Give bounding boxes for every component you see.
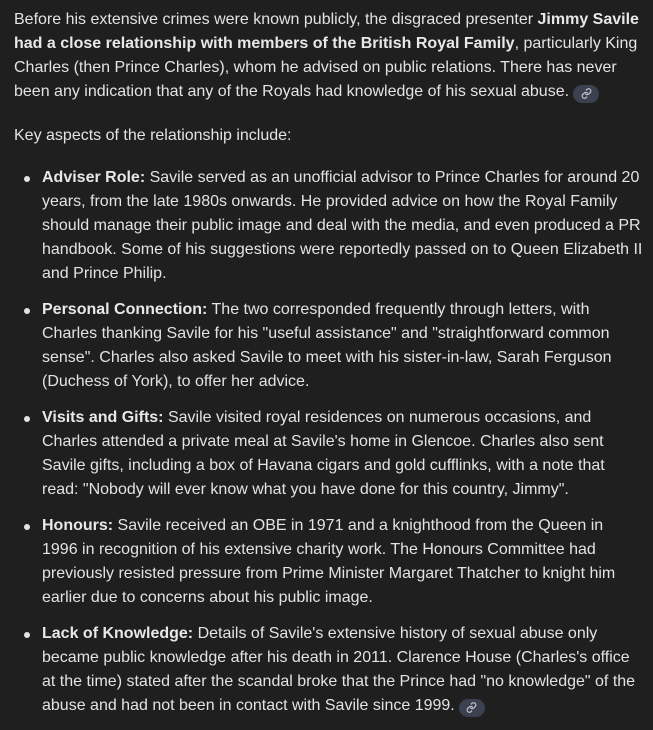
list-item-lack-of-knowledge (42, 622, 643, 718)
list-item-personal-connection (42, 298, 643, 394)
item-title: Lack of Knowledge: (42, 625, 194, 642)
key-aspects-heading: Key aspects of the relationship include: (14, 127, 292, 144)
item-text: Savile visited royal residences on numerous occasions, and Charles attended a private meal at Savile's home in Glencoe. Charles also sent Savile gifts, including a box of Havana cigars and gold cufflinks, with a note that read: "Nobody will ever know what you have done for this country, Jimmy". (42, 409, 605, 498)
list-item-honours (42, 514, 643, 610)
item-text: The two corresponded frequently through letters, with Charles thanking Savile for his "useful assistance" and "straightforward common sense". Charles also asked Savile to meet with his sister-in-law, Sarah Ferguson (Duchess of York), to offer her advice. (42, 301, 612, 390)
list-item-visits-and-gifts (42, 406, 643, 502)
link-icon (466, 702, 477, 713)
aspects-list (14, 166, 643, 718)
item-title: Visits and Gifts: (42, 409, 164, 426)
list-item-adviser-role (42, 166, 643, 286)
item-title: Honours: (42, 517, 114, 534)
intro-paragraph (14, 8, 643, 104)
source-link-chip[interactable] (459, 699, 485, 717)
item-text: Savile received an OBE in 1971 and a knighthood from the Queen in 1996 in recognition of his extensive charity work. The Honours Committee had previously resisted pressure from Prime Minister Margaret Thatcher to knight him earlier due to concerns about his public image. (42, 517, 616, 606)
item-text: Savile served as an unofficial advisor to Prince Charles for around 20 years, from the late 1980s onwards. He provided advice on how the Royal Family should manage their public image and deal with the media, and even produced a PR handbook. Some of his suggestions were reportedly passed on to Queen Elizabeth II and Prince Philip. (42, 169, 643, 282)
item-title: Personal Connection: (42, 301, 208, 318)
intro-bold-text: Jimmy Savile had a close relationship with members of the British Royal Family (14, 11, 639, 52)
intro-text-2: , particularly King Charles (then Prince Charles), whom he advised on public relations. There has never been any indication that any of the Royals had knowledge of his sexual abuse. (14, 35, 638, 100)
link-icon (581, 88, 592, 99)
source-link-chip[interactable] (573, 85, 599, 103)
item-title: Adviser Role: (42, 169, 146, 186)
intro-text-1: Before his extensive crimes were known publicly, the disgraced presenter (14, 11, 538, 28)
item-text: Details of Savile's extensive history of sexual abuse only became public knowledge after his death in 2011. Clarence House (Charles's office at the time) stated after the scandal broke that the Prince had "no knowledge" of the abuse and had not been in contact with Savile since 1999. (42, 625, 636, 714)
